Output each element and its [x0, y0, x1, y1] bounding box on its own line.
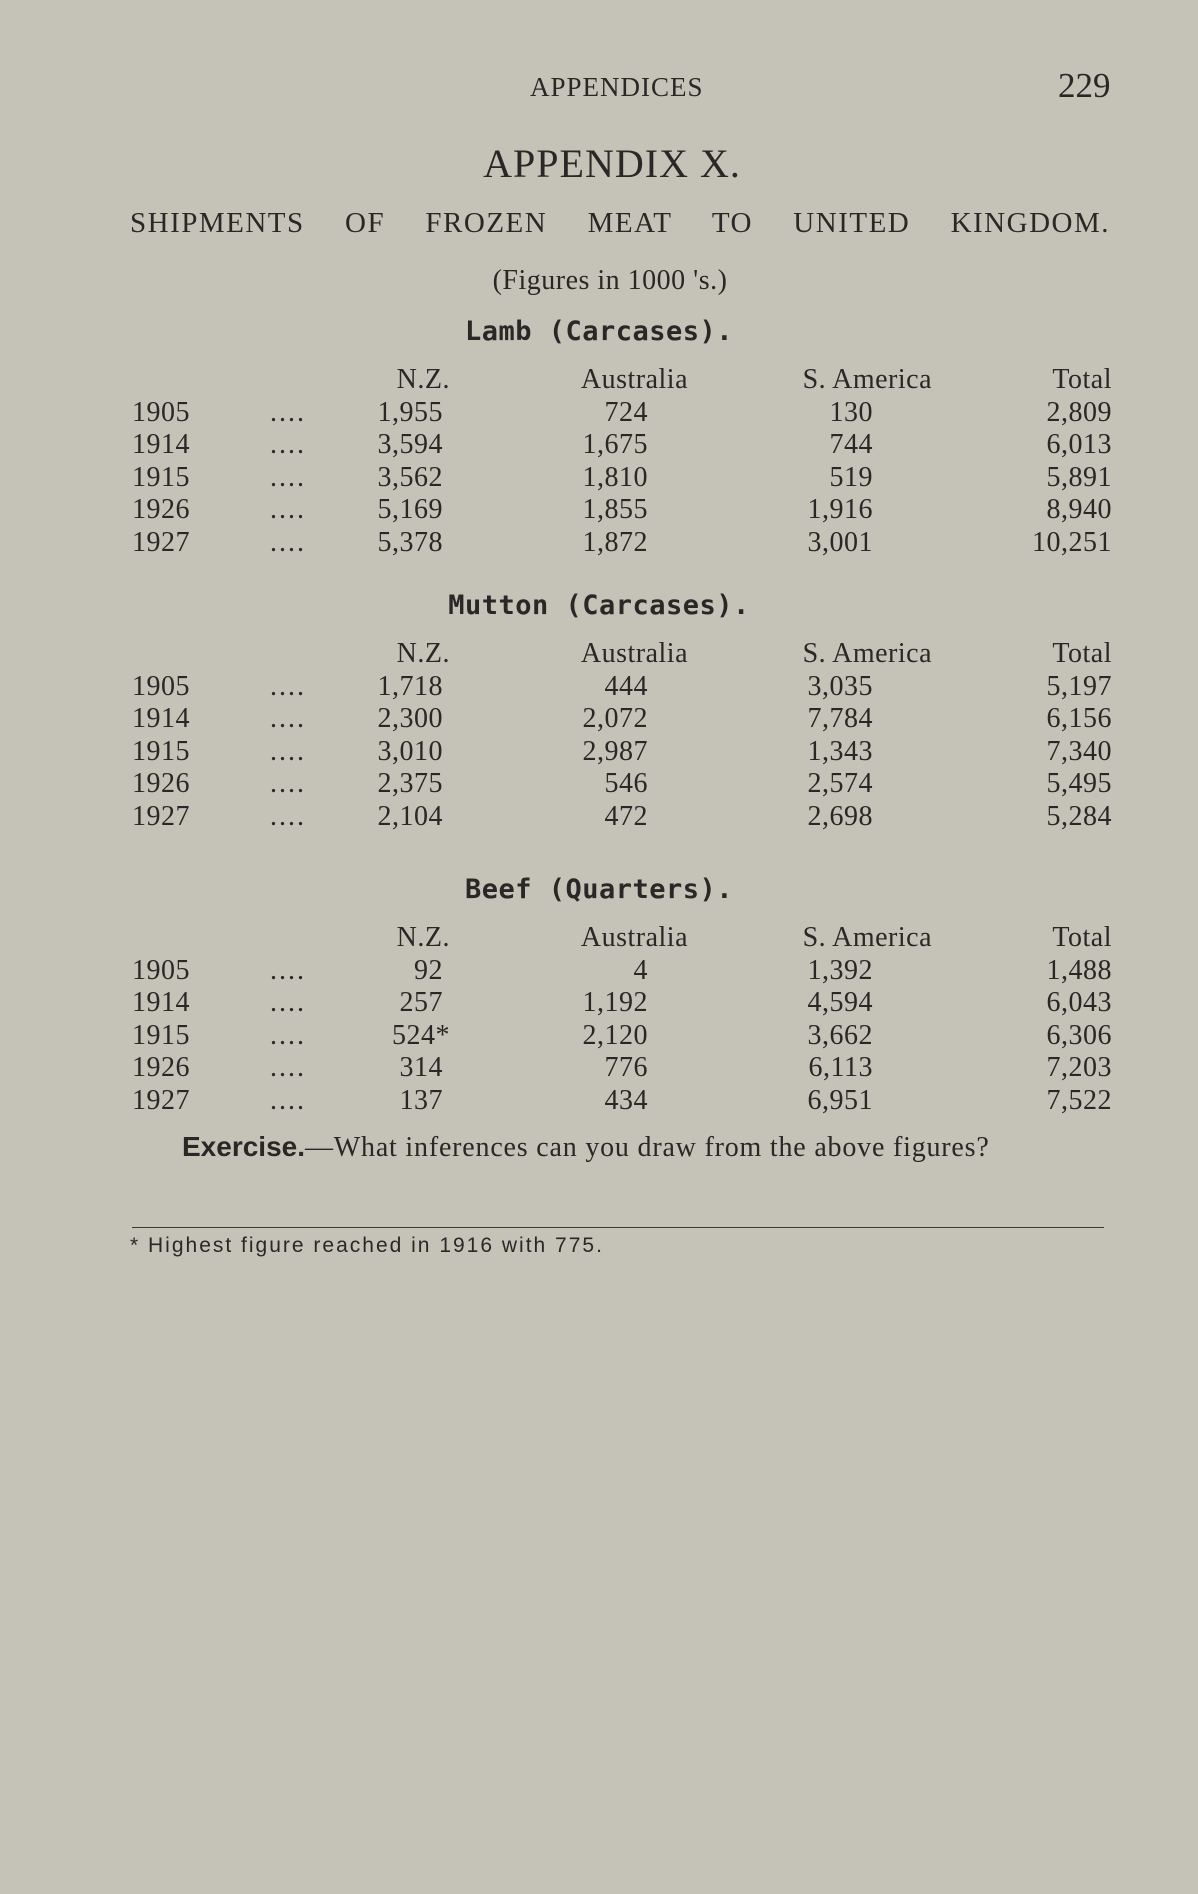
australia-cell: 472	[604, 800, 648, 832]
s-america-cell: 4,594	[807, 987, 873, 1018]
footnote-rule	[132, 1227, 1104, 1228]
total-cell: 6,306	[1046, 1019, 1112, 1051]
table-row	[0, 494, 1198, 527]
year-cell: 1926	[132, 494, 190, 525]
leader-dots: ....	[270, 494, 306, 525]
total-cell: 2,809	[1046, 396, 1112, 428]
leader-dots: ....	[270, 703, 306, 734]
leader-dots: ....	[270, 768, 306, 799]
year-cell: 1914	[132, 429, 190, 460]
leader-dots: ....	[270, 396, 306, 428]
leader-dots: ....	[270, 987, 306, 1018]
year-cell: 1927	[132, 526, 190, 558]
year-cell: 1915	[132, 735, 190, 767]
australia-cell: 1,675	[582, 429, 648, 460]
australia-cell: 1,855	[582, 494, 648, 525]
year-cell: 1926	[132, 1052, 190, 1083]
page-number: 229	[1058, 66, 1111, 105]
table-beef	[0, 922, 1198, 1117]
exercise-paragraph	[132, 1130, 1106, 1164]
s-america-cell: 3,035	[807, 670, 873, 702]
australia-cell: 724	[604, 396, 648, 428]
section-heading-beef: Beef (Quarters).	[464, 874, 734, 905]
column-header-s-america: S. America	[802, 364, 932, 395]
table-row	[0, 1020, 1198, 1053]
nz-cell: 5,378	[377, 526, 443, 558]
nz-cell: 137	[399, 1084, 443, 1116]
year-cell: 1914	[132, 987, 190, 1018]
total-cell: 7,522	[1046, 1084, 1112, 1116]
leader-dots: ....	[270, 461, 306, 493]
total-cell: 10,251	[1032, 526, 1112, 558]
total-cell: 7,203	[1046, 1052, 1112, 1083]
nz-cell: 2,104	[377, 800, 443, 832]
leader-dots: ....	[270, 526, 306, 558]
nz-cell: 3,010	[377, 735, 443, 767]
s-america-cell: 3,001	[807, 526, 873, 558]
nz-cell: 3,562	[377, 461, 443, 493]
column-header-total: Total	[1052, 364, 1112, 395]
table-row	[0, 987, 1198, 1020]
table-row	[0, 671, 1198, 704]
australia-cell: 2,072	[582, 703, 648, 734]
nz-cell: 1,955	[377, 396, 443, 428]
section-heading-mutton: Mutton (Carcases).	[448, 590, 750, 621]
year-cell: 1927	[132, 800, 190, 832]
nz-cell: 314	[399, 1052, 443, 1083]
leader-dots: ....	[270, 954, 306, 986]
main-title: SHIPMENTS OF FROZEN MEAT TO UNITED KINGDOM.	[130, 207, 1110, 239]
year-cell: 1905	[132, 670, 190, 702]
table-mutton	[0, 638, 1198, 833]
nz-cell: 1,718	[377, 670, 443, 702]
nz-cell: 2,375	[377, 768, 443, 799]
table-row	[0, 1052, 1198, 1085]
column-header-nz: N.Z.	[396, 922, 450, 953]
year-cell: 1915	[132, 1019, 190, 1051]
appendix-title: APPENDIX X.	[483, 141, 741, 186]
table-header-row	[0, 364, 1198, 397]
leader-dots: ....	[270, 800, 306, 832]
year-cell: 1905	[132, 396, 190, 428]
year-cell: 1914	[132, 703, 190, 734]
total-cell: 5,495	[1046, 768, 1112, 799]
column-header-s-america: S. America	[802, 922, 932, 953]
australia-cell: 1,872	[582, 526, 648, 558]
running-title: APPENDICES	[530, 72, 704, 102]
year-cell: 1927	[132, 1084, 190, 1116]
table-row	[0, 955, 1198, 988]
total-cell: 1,488	[1046, 954, 1112, 986]
table-row	[0, 703, 1198, 736]
column-header-s-america: S. America	[802, 638, 932, 669]
s-america-cell: 6,951	[807, 1084, 873, 1116]
s-america-cell: 3,662	[807, 1019, 873, 1051]
exercise-text: —What inferences can you draw from the above figures?	[305, 1132, 990, 1163]
column-header-australia: Australia	[580, 922, 688, 953]
table-lamb	[0, 364, 1198, 559]
s-america-cell: 744	[829, 429, 873, 460]
s-america-cell: 1,343	[807, 735, 873, 767]
total-cell: 6,156	[1046, 703, 1112, 734]
table-row	[0, 397, 1198, 430]
figures-note: (Figures in 1000 's.)	[492, 265, 728, 296]
leader-dots: ....	[270, 735, 306, 767]
leader-dots: ....	[270, 1052, 306, 1083]
leader-dots: ....	[270, 1019, 306, 1051]
table-row	[0, 527, 1198, 560]
footnote: * Highest figure reached in 1916 with 775.	[130, 1234, 604, 1257]
column-header-nz: N.Z.	[396, 364, 450, 395]
table-row	[0, 801, 1198, 834]
exercise-label: Exercise.	[182, 1131, 305, 1162]
column-header-nz: N.Z.	[396, 638, 450, 669]
year-cell: 1905	[132, 954, 190, 986]
column-header-australia: Australia	[580, 364, 688, 395]
total-cell: 5,284	[1046, 800, 1112, 832]
column-header-total: Total	[1052, 638, 1112, 669]
s-america-cell: 6,113	[808, 1052, 873, 1083]
nz-cell: 5,169	[377, 494, 443, 525]
total-cell: 6,043	[1046, 987, 1112, 1018]
year-cell: 1926	[132, 768, 190, 799]
australia-cell: 4	[633, 954, 648, 986]
s-america-cell: 2,698	[807, 800, 873, 832]
s-america-cell: 130	[829, 396, 873, 428]
nz-cell: 92	[414, 954, 443, 986]
s-america-cell: 519	[829, 461, 873, 493]
total-cell: 5,197	[1046, 670, 1112, 702]
leader-dots: ....	[270, 1084, 306, 1116]
leader-dots: ....	[270, 670, 306, 702]
australia-cell: 1,810	[582, 461, 648, 493]
nz-cell: 257	[399, 987, 443, 1018]
running-head	[0, 66, 1198, 106]
nz-cell: 2,300	[377, 703, 443, 734]
table-row	[0, 768, 1198, 801]
column-header-australia: Australia	[580, 638, 688, 669]
australia-cell: 444	[604, 670, 648, 702]
year-cell: 1915	[132, 461, 190, 493]
table-row	[0, 736, 1198, 769]
table-header-row	[0, 638, 1198, 671]
nz-cell: 3,594	[377, 429, 443, 460]
table-header-row	[0, 922, 1198, 955]
s-america-cell: 7,784	[807, 703, 873, 734]
australia-cell: 1,192	[582, 987, 648, 1018]
australia-cell: 2,120	[582, 1019, 648, 1051]
column-header-total: Total	[1052, 922, 1112, 953]
nz-cell: 524*	[392, 1019, 450, 1051]
australia-cell: 434	[604, 1084, 648, 1116]
s-america-cell: 2,574	[807, 768, 873, 799]
table-row	[0, 1085, 1198, 1118]
table-row	[0, 429, 1198, 462]
leader-dots: ....	[270, 429, 306, 460]
total-cell: 5,891	[1046, 461, 1112, 493]
australia-cell: 776	[604, 1052, 648, 1083]
s-america-cell: 1,392	[807, 954, 873, 986]
section-heading-lamb: Lamb (Carcases).	[464, 316, 734, 347]
australia-cell: 2,987	[582, 735, 648, 767]
australia-cell: 546	[604, 768, 648, 799]
total-cell: 8,940	[1046, 494, 1112, 525]
total-cell: 7,340	[1046, 735, 1112, 767]
total-cell: 6,013	[1046, 429, 1112, 460]
table-row	[0, 462, 1198, 495]
s-america-cell: 1,916	[807, 494, 873, 525]
